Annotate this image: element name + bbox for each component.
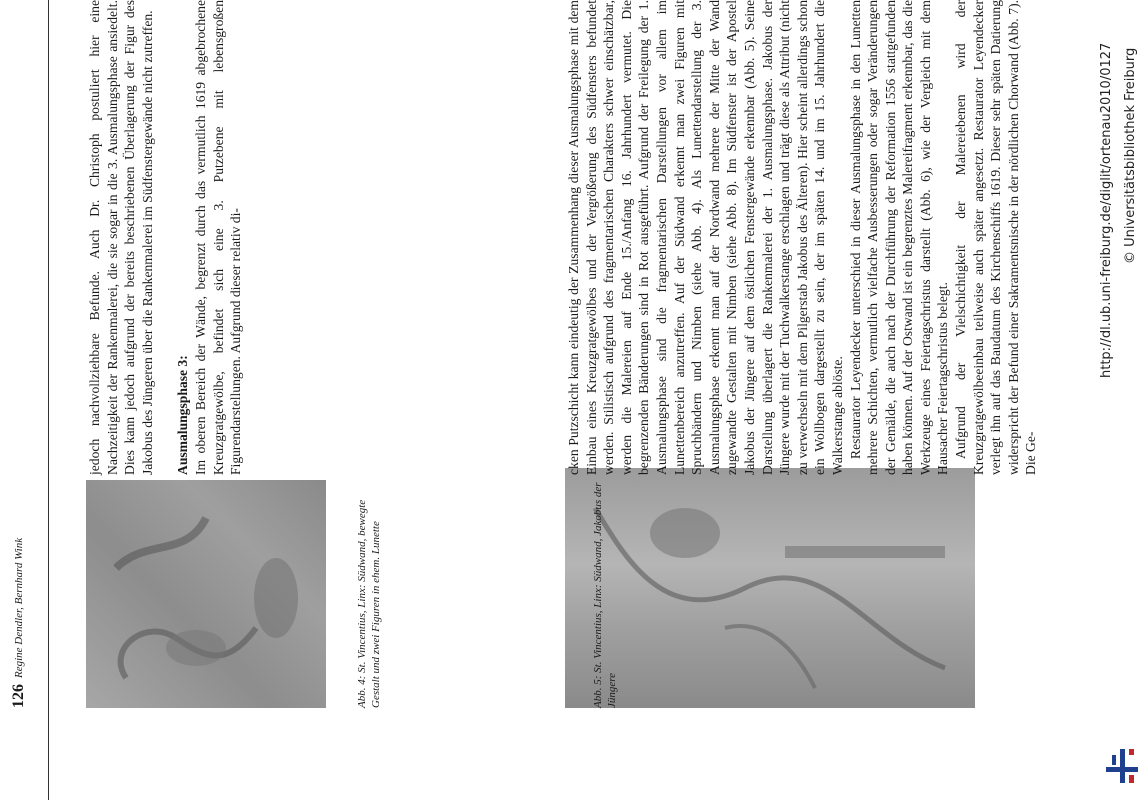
section-heading: Ausmalungsphase 3: [175, 355, 191, 475]
paragraph: Aufgrund der Vielschichtigkeit der Malereiebenen wird der Kreuzgratgewölbeeinbau teilweise auch später angesetzt. Restaurator Leyendecker verlegt ihn auf das Baudatum des Kirchenschiffs 1619. Dieser sehr späten Datierung widerspricht der Befund einer Sakramentsnische in der nördlichen Chorwand (Abb. 7). Die Ge- [953, 0, 1039, 475]
running-head-authors: Regine Dendler, Bernhard Wink [13, 537, 25, 678]
figure-5-caption: Abb. 5: St. Vincentius, Linx: Südwand, Jakobus der Jüngere [592, 482, 618, 708]
text-column-upper [86, 0, 245, 475]
figure-4-image [86, 480, 326, 708]
copyright-notice: © Universitätsbibliothek Freiburg [1123, 47, 1138, 264]
header-rule [48, 0, 49, 800]
figure-5-image [565, 468, 975, 708]
figure-4-caption: Abb. 4: St. Vincentius, Linx: Südwand, bewegte Gestalt und zwei Figuren in ehem. Lunette [356, 499, 382, 708]
source-url-link[interactable]: http://dl.ub.uni-freiburg.de/diglit/ortenau2010/0127 [1099, 42, 1114, 378]
text-column-lower [565, 0, 1040, 475]
paragraph: Restaurator Leyendecker unterschied in dieser Ausmalungsphase in den Lunetten mehrere Schichten, vermutlich vielfache Ausbesserungen oder sogar Veränderungen der Gemälde, die auch nach der Durchführung der Reformation 1556 stattgefunden haben können. Auf der Ostwand ist ein begrenztes Malereifragment erkennbar, das die Werkzeuge eines Feiertagschristus darstellt (Abb. 6), wie der Vergleich mit dem Hausacher Feiertagschristus belegt. [847, 0, 951, 475]
paragraph: cken Putzschicht kann eindeutig der Zusammenhang dieser Ausmalungsphase mit dem Einbau eines Kreuzgratgewölbes und der Vergrößerung des Südfensters befundet werden. Stilistisch aufgrund des fragmentarischen Charakters schwer einschätzbar, werden die Malereien auf Ende 15./Anfang 16. Jahrhundert vermutet. Die begrenzenden Bänderungen sind in Rot ausgeführt. Aufgrund der Freilegung der 1. Ausmalungsphase sind die fragmentarischen Darstellungen vor allem im Lunettenbereich anzutreffen. Auf der Südwand erkennt man zwei Figuren mit Spruchbändern und Nimben (siehe Abb. 4). Als Lunettendarstellung der 3. Ausmalungsphase erkennt man auf der Nordwand mehrere der Mitte der Wand zugewandte Gestalten mit Nimben (siehe Abb. 8). Im Südfenster ist der Apostel Jakobus der Jüngere auf dem östlichen Fenstergewände erkennbar (Abb. 5). Seine Darstellung überlagert die Rankenmalerei der 1. Ausmalungsphase. Jakobus der Jüngere wurde mit der Tuchwalkerstange erschlagen und trägt diese als Attribut (nicht zu verwechseln mit dem Pilgerstab Jakobus des Älteren). Hier scheint allerdings schon ein Wollbogen dargestellt zu sein, der im späten 14. und im 15. Jahrhundert die Walkerstange ablöste. [566, 0, 845, 475]
page-header [10, 48, 50, 708]
margin-text [1085, 0, 1148, 800]
paragraph: jedoch nachvollziehbare Befunde. Auch Dr. Christoph postuliert hier eine Nachzeitigkeit der Rankenmalerei, die sie sogar in die 3. Ausmalungsphase ansiedelt. Dies kann jedoch aufgrund der bereits beschriebenen Überlagerung der Figur des Jakobus des Jüngeren über die Rankenmalerei im Südfenstergewände nicht zutreffen. [87, 0, 155, 475]
library-logo-icon [1104, 745, 1140, 785]
paragraph: Im oberen Bereich der Wände, begrenzt durch das vermutlich 1619 abgebrochene Kreuzgratgewölbe, befindet sich eine 3. Putzebene mit lebensgroßen Figurendarstellungen. Aufgrund dieser relativ di- [192, 0, 244, 475]
page-number: 126 [10, 684, 27, 708]
